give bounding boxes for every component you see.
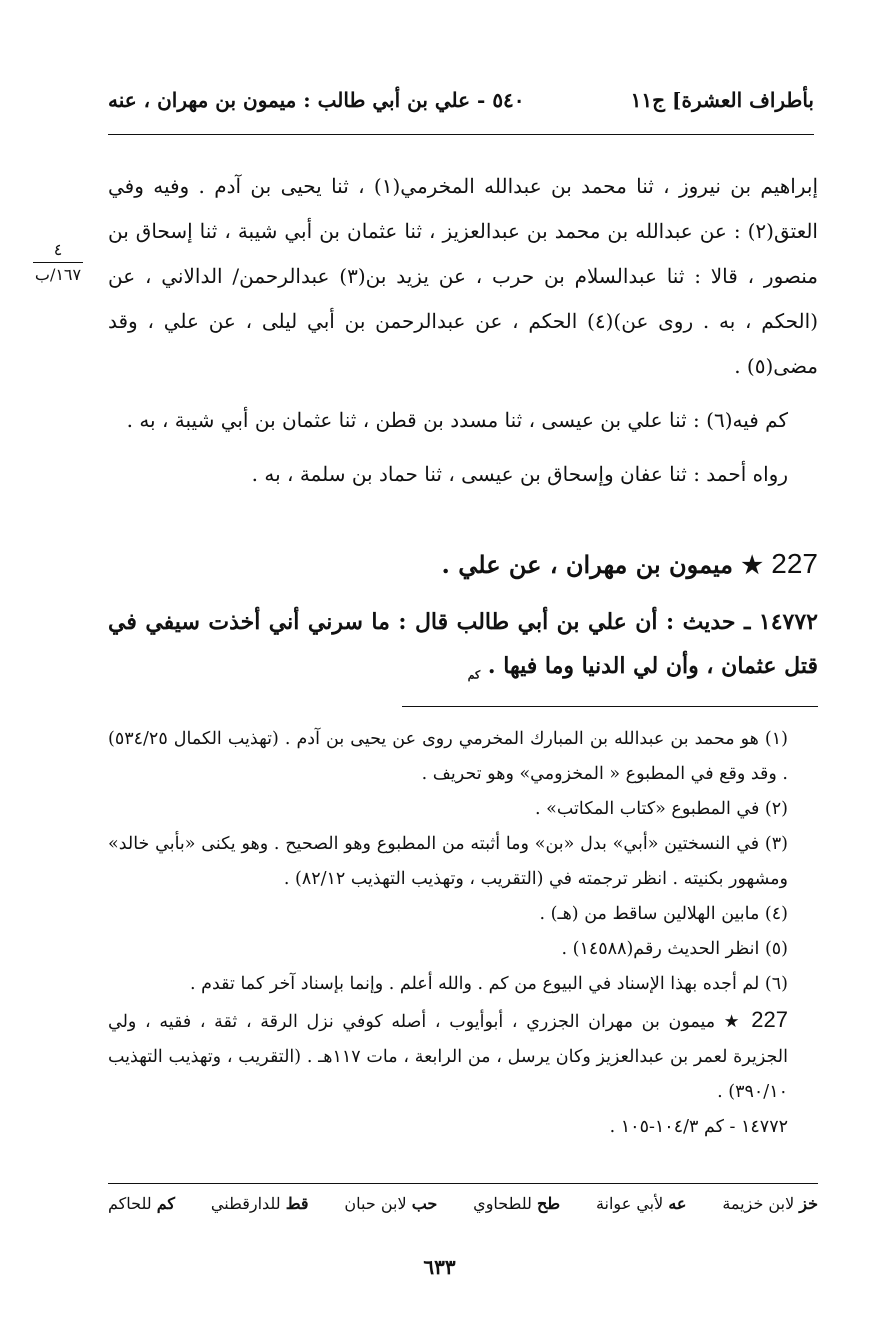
margin-note-line <box>33 262 83 263</box>
footnote-7-text: ★ ميمون بن مهران الجزري ، أبوأيوب ، أصله كوفي نزل الرقة ، ثقة ، فقيه ، ولي الجزيرة لعمر بن عبدالعزيز وكان يرسل ، من الرابعة ، مات ١١٧هـ . (التقريب ، وتهذيب التهذيب ٣٩٠/١٠) . <box>108 1012 788 1102</box>
abbr-item: قط للدارقطني <box>210 1194 309 1213</box>
footnote-2: (٢) في المطبوع «كتاب المكاتب» . <box>534 799 788 819</box>
star-icon: ★ <box>741 550 763 579</box>
section-title-text: ميمون بن مهران ، عن علي . <box>441 550 734 579</box>
hadith-entry <box>108 600 818 697</box>
footnote-separator <box>402 706 818 707</box>
hadith-text: ١٤٧٧٢ ـ حديث : أن علي بن أبي طالب قال : ما سرني أني أخذت سيفي في قتل عثمان ، وأن لي الدنيا وما فيها . <box>108 609 818 679</box>
header-volume: بأطراف العشرة] ج١١ <box>630 88 814 112</box>
footnote-7 <box>108 1002 818 1110</box>
main-text <box>108 164 818 506</box>
abbr-item: عه لأبي عوانة <box>595 1194 687 1213</box>
paragraph-2: كم فيه(٦) : ثنا علي بن عيسى ، ثنا مسدد بن قطن ، ثنا عثمان بن أبي شيبة ، به . <box>126 408 788 432</box>
footnote-4: (٤) مابين الهلالين ساقط من (هـ) . <box>539 904 788 924</box>
margin-note-bottom: ١٦٧/ب <box>34 265 82 284</box>
footnotes <box>108 722 818 1145</box>
margin-folio-note <box>26 240 90 285</box>
footnote-7-number: 227 <box>751 1007 788 1032</box>
abbreviation-key <box>108 1194 818 1224</box>
footnote-3: (٣) في النسختين «أبي» بدل «بن» وما أثبته من المطبوع وهو الصحيح . وهو يكنى «بأبي خالد» ومشهور بكنيته . انظر ترجمته في (التقريب ، وتهذيب التهذيب ٨٢/١٢) . <box>108 834 788 889</box>
abbr-item: حب لابن حبان <box>344 1194 438 1213</box>
bottom-rule <box>108 1183 818 1184</box>
margin-note-top: ٤ <box>53 240 63 259</box>
page-number: ٦٣٣ <box>423 1255 456 1279</box>
footnote-1: (١) هو محمد بن عبدالله بن المبارك المخرمي روى عن يحيى بن آدم . (تهذيب الكمال ٥٣٤/٢٥) . وقد وقع في المطبوع « المخزومي» وهو تحريف . <box>108 729 788 784</box>
section-heading <box>108 540 818 589</box>
footnote-5: (٥) انظر الحديث رقم(١٤٥٨٨) . <box>561 939 788 959</box>
footnote-6: (٦) لم أجده بهذا الإسناد في البيوع من كم . والله أعلم . وإنما بإسناد آخر كما تقدم . <box>190 974 788 994</box>
footnote-8: ١٤٧٧٢ - كم ١٠٤/٣-١٠٥ . <box>609 1117 788 1137</box>
running-header <box>108 88 814 128</box>
hadith-source-code: كم <box>467 668 481 682</box>
header-rule <box>108 134 814 135</box>
paragraph-1: إبراهيم بن نيروز ، ثنا محمد بن عبدالله المخرمي(١) ، ثنا يحيى بن آدم . وفيه وفي العتق(٢) : عن عبدالله بن محمد بن عبدالعزيز ، ثنا عثمان بن أبي شيبة ، ثنا إسحاق بن منصور ، قالا : ثنا عبدالسلام بن حرب ، عن يزيد بن(٣) عبدالرحمن/ الدالاني ، عن (الحكم ، به . روى عن)(٤) الحكم ، عن عبدالرحمن بن أبي ليلى ، عن علي ، وقد مضى(٥) . <box>108 174 819 378</box>
header-title: ٥٤٠ - علي بن أبي طالب : ميمون بن مهران ، عنه <box>108 88 525 112</box>
abbr-item: كم للحاكم <box>108 1194 176 1213</box>
paragraph-3: رواه أحمد : ثنا عفان وإسحاق بن عيسى ، ثنا حماد بن سلمة ، به . <box>251 462 788 486</box>
abbr-item: خز لابن خزيمة <box>722 1194 818 1213</box>
section-number: 227 <box>771 548 818 579</box>
abbr-item: طح للطحاوي <box>473 1194 561 1213</box>
